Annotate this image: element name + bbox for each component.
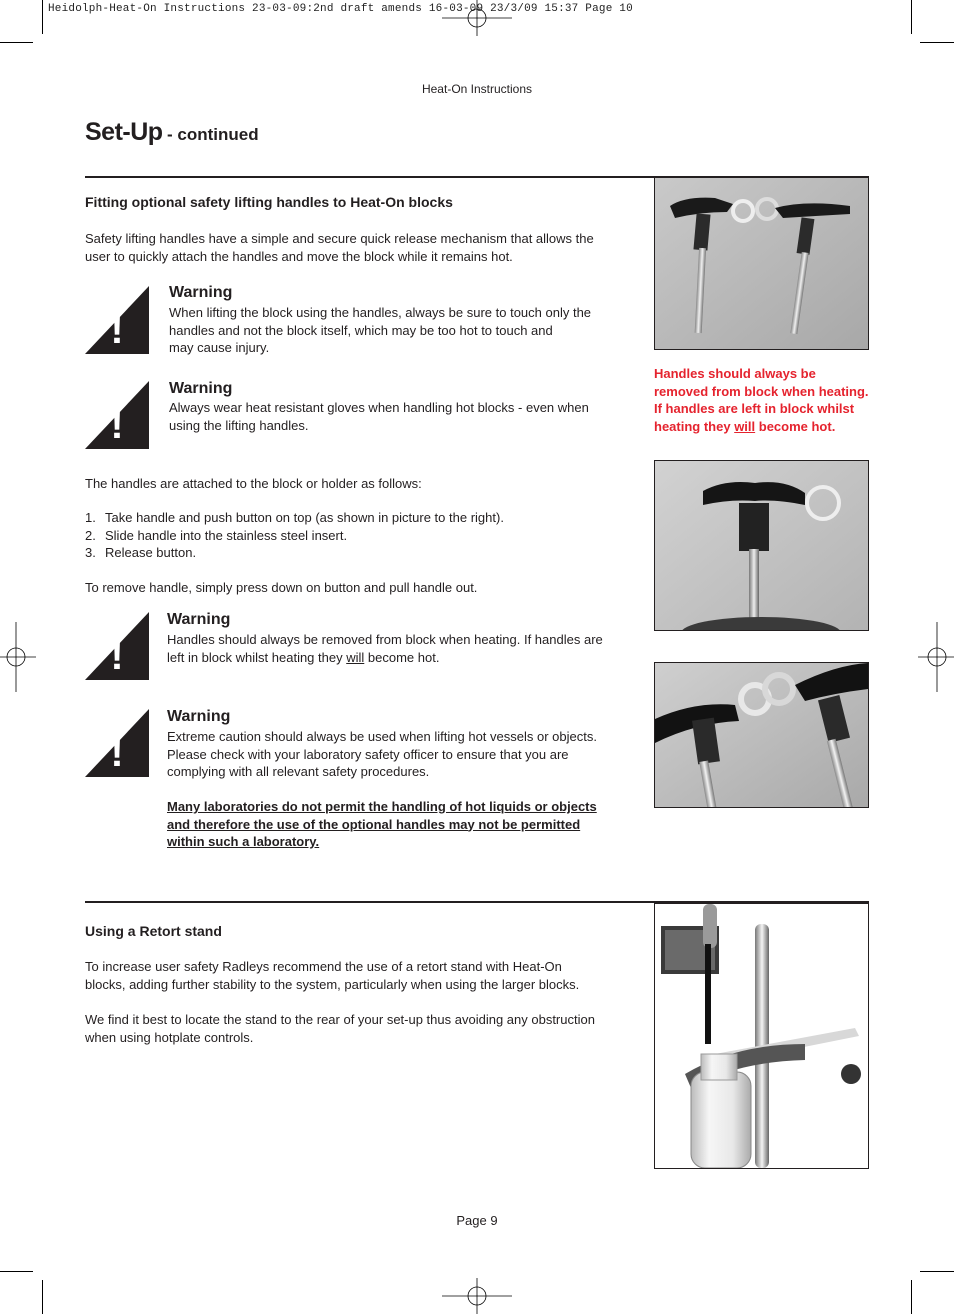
- warning-triangle-icon: [85, 612, 149, 680]
- retort-paragraph: We find it best to locate the stand to the rear of your set-up thus avoiding any obstruction when using hotplate controls.: [85, 1012, 595, 1045]
- registration-mark-icon: [442, 0, 512, 36]
- title-main: Set-Up: [85, 118, 163, 146]
- svg-text:!: !: [110, 403, 124, 447]
- svg-text:!: !: [110, 634, 124, 678]
- crop-mark: [42, 1280, 43, 1314]
- title-sub: - continued: [167, 125, 259, 144]
- crop-mark: [911, 1280, 912, 1314]
- attach-text: The handles are attached to the block or holder as follows:: [85, 476, 422, 491]
- warning-title: Warning: [169, 380, 233, 397]
- warning-triangle-icon: [85, 286, 149, 354]
- crop-mark: [920, 1271, 954, 1272]
- handles-closeup-photo: [654, 662, 869, 808]
- crop-mark: [0, 42, 33, 43]
- remove-text: To remove handle, simply press down on button and pull handle out.: [85, 580, 478, 595]
- retort-paragraph: To increase user safety Radleys recommend the use of a retort stand with Heat-On blocks, adding further stability to the system, particularly when using the larger blocks.: [85, 959, 580, 992]
- retort-stand-photo: [654, 903, 869, 1169]
- photo-caption: Handles should always be removed from block when heating. If handles are left in block whilst heating they will become hot.: [654, 366, 869, 434]
- crop-mark: [0, 1271, 33, 1272]
- crop-mark: [911, 0, 912, 34]
- page-number: Page 9: [456, 1213, 498, 1228]
- svg-text:!: !: [110, 731, 124, 775]
- warning-text: When lifting the block using the handles, always be sure to touch only the handles and not the block itself, which may be too hot to touch and may cause injury.: [169, 305, 592, 355]
- registration-mark-icon: [0, 622, 36, 692]
- list-item: 3. Release button.: [85, 545, 197, 560]
- registration-mark-icon: [442, 1278, 512, 1314]
- running-head: Heat-On Instructions: [421, 82, 533, 96]
- svg-text:!: !: [110, 308, 124, 352]
- page-title: [85, 118, 259, 147]
- warning-text: Always wear heat resistant gloves when handling hot blocks - even when using the lifting handles.: [169, 400, 589, 433]
- handles-photo: [654, 177, 869, 350]
- warning-triangle-icon: [85, 381, 149, 449]
- warning-title: Warning: [167, 611, 231, 628]
- warning-text: Extreme caution should always be used when lifting hot vessels or objects. Please check with your laboratory safety officer to ensure that you are complying with all relevant safety procedures.: [167, 729, 597, 779]
- registration-mark-icon: [918, 622, 954, 692]
- warning-title: Warning: [167, 708, 231, 725]
- crop-mark: [42, 0, 43, 34]
- steps-list: [85, 509, 504, 562]
- intro-paragraph: Safety lifting handles have a simple and secure quick release mechanism that allows the user to quickly attach the handles and move the block while it remains hot.: [85, 231, 594, 264]
- lab-notice: Many laboratories do not permit the handling of hot liquids or objects and therefore the use of the optional handles may not be permitted within such a laboratory.: [167, 799, 597, 849]
- section-heading: Using a Retort stand: [85, 923, 222, 939]
- warning-triangle-icon: [85, 709, 149, 777]
- warning-text: Handles should always be removed from block when heating. If handles are left in block whilst heating they will become hot.: [167, 632, 603, 665]
- warning-title: Warning: [169, 284, 233, 301]
- printer-slug: Heidolph-Heat-On Instructions 23-03-09:2nd draft amends 16-03-09 23/3/09 15:37 Page 10: [48, 3, 633, 15]
- handle-in-block-photo: [654, 460, 869, 631]
- section-heading: Fitting optional safety lifting handles to Heat-On blocks: [85, 194, 453, 210]
- list-item: 2. Slide handle into the stainless steel insert.: [85, 527, 348, 543]
- list-item: 1. Take handle and push button on top (as shown in picture to the right).: [85, 510, 504, 525]
- crop-mark: [920, 42, 954, 43]
